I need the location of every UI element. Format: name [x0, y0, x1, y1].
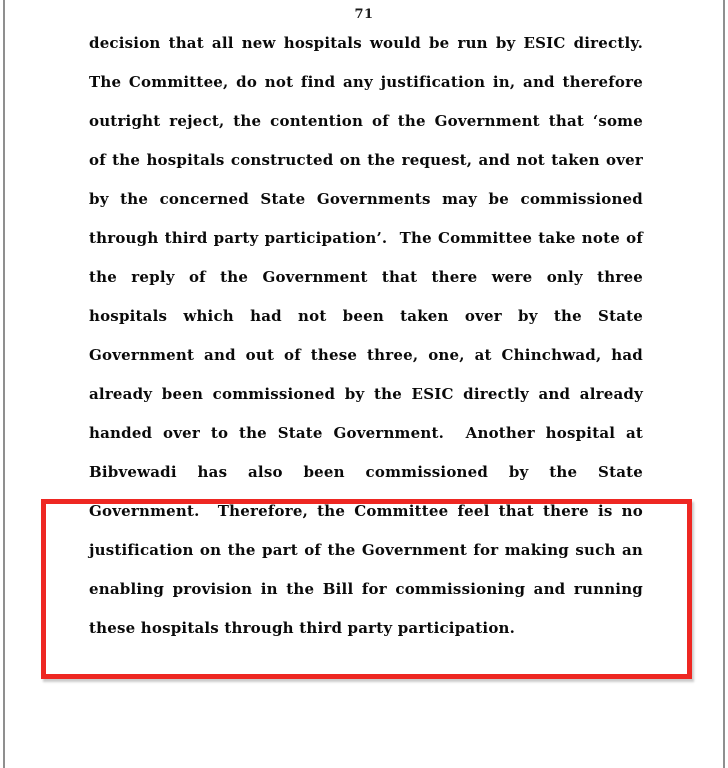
text-line: Government. Therefore, the Committee feel that there is no	[89, 502, 643, 520]
page-number: 71	[354, 7, 374, 22]
text-line: decision that all new hospitals would be run by ESIC directly.	[89, 34, 643, 52]
text-line: The Committee, do not find any justification in, and therefore	[89, 73, 643, 91]
text-line: the reply of the Government that there were only three	[89, 268, 643, 286]
page-edge-right	[723, 0, 725, 768]
page-edge-left	[3, 0, 5, 768]
text-line: enabling provision in the Bill for commissioning and running	[89, 580, 643, 598]
text-line: Bibvewadi has also been commissioned by the State	[89, 463, 643, 481]
text-line: of the hospitals constructed on the request, and not taken over	[89, 151, 643, 169]
text-line: already been commissioned by the ESIC directly and already	[89, 385, 643, 403]
text-line: outright reject, the contention of the Government that ‘some	[89, 112, 643, 130]
text-line: hospitals which had not been taken over by the State	[89, 307, 643, 325]
text-line: Government and out of these three, one, at Chinchwad, had	[89, 346, 643, 364]
text-line: handed over to the State Government. Another hospital at	[89, 424, 643, 442]
body-paragraph	[89, 24, 643, 648]
text-line: through third party participation’. The Committee take note of	[89, 229, 643, 247]
text-line: by the concerned State Governments may be commissioned	[89, 190, 643, 208]
text-line: these hospitals through third party participation.	[89, 619, 516, 637]
text-line: justification on the part of the Government for making such an	[89, 541, 643, 559]
